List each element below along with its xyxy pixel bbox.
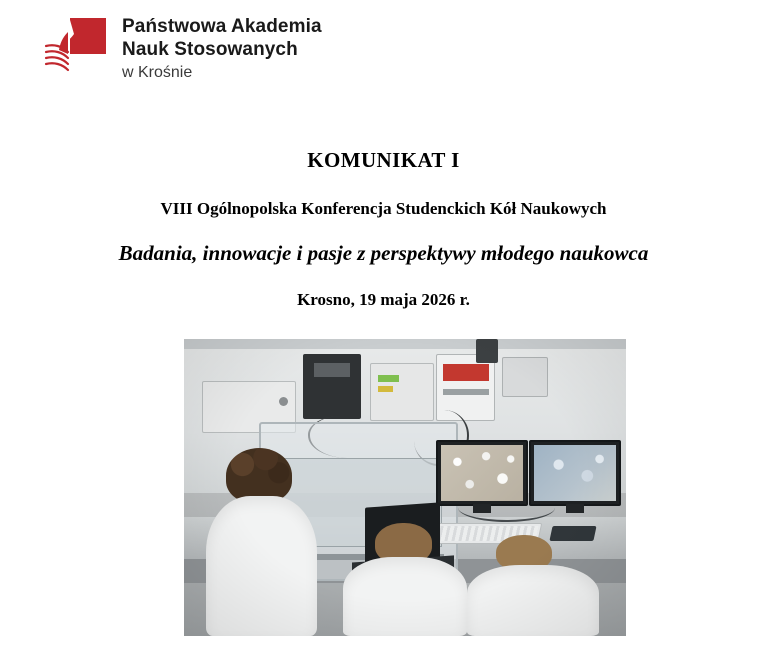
photo-person-center — [343, 523, 467, 636]
title-block — [0, 148, 767, 310]
photo-person-right-labcoat — [467, 565, 600, 636]
photo-person-center-labcoat — [343, 557, 467, 636]
photo-monitor-right-screen — [534, 445, 616, 501]
photo-ceiling-fixture — [476, 339, 498, 363]
logo-line-2: Nauk Stosowanych — [122, 38, 298, 60]
conference-theme: Badania, innowacje i pasje z perspektywy młodego naukowca — [118, 241, 649, 265]
document-header — [40, 14, 322, 82]
photo-instrument-dark — [303, 354, 360, 419]
photo-person-left — [206, 452, 317, 636]
photo-instrument-display — [370, 363, 434, 421]
logo-line-3: w Krośnie — [122, 63, 193, 81]
logo-wordmark — [122, 14, 322, 82]
laboratory-photo — [184, 339, 626, 636]
logo-line-1: Państwowa Akademia — [122, 16, 322, 37]
open-book-logo-icon — [40, 14, 108, 76]
announcement-title: KOMUNIKAT I — [307, 148, 460, 172]
photo-instrument-small — [502, 357, 548, 398]
photo-wall-trim — [184, 339, 626, 349]
laboratory-photo-scene — [184, 339, 626, 636]
photo-monitor-left-stand — [473, 504, 491, 513]
photo-monitor-left-screen — [441, 445, 523, 501]
photo-monitor-right — [529, 440, 621, 506]
place-and-date: Krosno, 19 maja 2026 r. — [297, 290, 470, 309]
photo-person-right — [467, 535, 600, 636]
photo-monitor-left — [436, 440, 528, 506]
conference-title: VIII Ogólnopolska Konferencja Studenckich Kół Naukowych — [160, 199, 607, 218]
photo-monitor-right-stand — [566, 504, 584, 513]
photo-person-left-labcoat — [206, 496, 317, 636]
